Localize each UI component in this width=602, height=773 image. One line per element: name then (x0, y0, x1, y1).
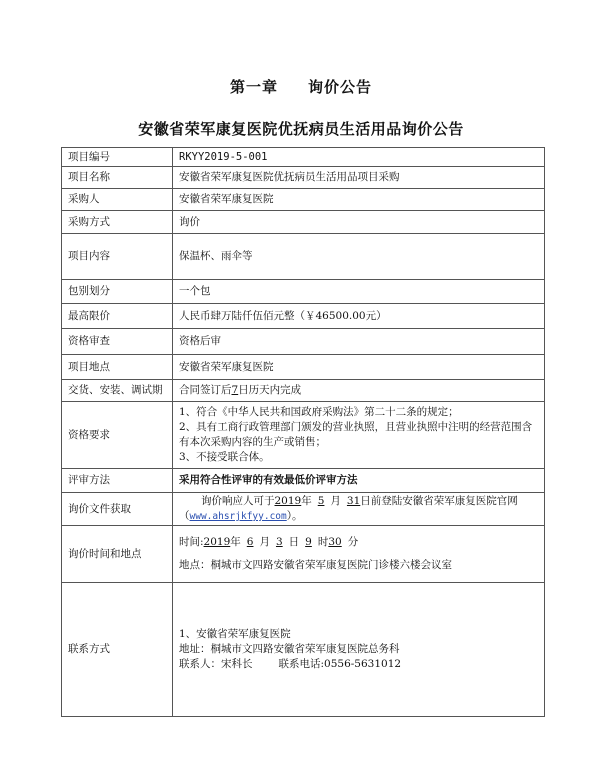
table-row (62, 189, 545, 211)
method-value: 询价 (173, 211, 545, 234)
table-row (62, 211, 545, 234)
table-row (62, 234, 545, 280)
paren: （ (179, 510, 190, 522)
table-row (62, 148, 545, 167)
contact-org: 1、安徽省荣军康复医院 (179, 628, 291, 640)
contact-person: 联系人：宋科长 (179, 658, 253, 670)
row-label: 采购人 (62, 189, 173, 211)
delivery-prefix: 合同签订后 (179, 384, 232, 396)
row-label: 资格要求 (62, 402, 173, 469)
row-label: 评审方法 (62, 469, 173, 493)
time-label: 时间: (179, 536, 204, 548)
documents-day: 31 (346, 495, 361, 507)
evaluation-value: 采用符合性评审的有效最低价评审方法 (173, 469, 545, 493)
table-row (62, 493, 545, 526)
row-label: 采购方式 (62, 211, 173, 234)
month-unit: 月 (330, 495, 341, 507)
content-value: 保温杯、雨伞等 (173, 234, 545, 280)
year-unit: 年 (230, 536, 241, 548)
requirement-item: 3、不接受联合体。 (179, 451, 270, 463)
requirements-value (173, 402, 545, 469)
qualification-review-value: 资格后审 (173, 329, 545, 355)
table-row (62, 526, 545, 583)
announcement-table (61, 147, 545, 717)
contact-phone: 联系电话:0556-5631012 (278, 658, 402, 670)
table-row (62, 355, 545, 380)
minute-unit: 分 (347, 536, 359, 548)
table-row (62, 402, 545, 469)
chapter-heading (0, 76, 602, 97)
table-row (62, 329, 545, 355)
documents-line (179, 494, 538, 509)
row-label: 项目名称 (62, 167, 173, 189)
table-row (62, 280, 545, 304)
project-name-value: 安徽省荣军康复医院优抚病员生活用品项目采购 (173, 167, 545, 189)
documents-text: 日前登陆安徽省荣军康复医院官网 (360, 495, 518, 507)
documents-month: 5 (317, 495, 325, 507)
project-number-value: RKYY2019-5-001 (173, 148, 545, 167)
table-row (62, 583, 545, 717)
row-label: 项目内容 (62, 234, 173, 280)
row-label: 联系方式 (62, 583, 173, 717)
table-row (62, 304, 545, 329)
row-label: 资格审查 (62, 329, 173, 355)
website-link[interactable]: www.ahsrjkfyy.com (189, 511, 287, 522)
contact-value (173, 583, 545, 717)
row-label: 最高限价 (62, 304, 173, 329)
row-label: 包别划分 (62, 280, 173, 304)
delivery-days: 7 (231, 384, 239, 396)
website-line (179, 509, 538, 524)
contact-address: 地址：桐城市文四路安徽省荣军康复医院总务科 (179, 643, 400, 655)
page-title: 安徽省荣军康复医院优抚病员生活用品询价公告 (138, 120, 464, 138)
purchaser-value: 安徽省荣军康复医院 (173, 189, 545, 211)
table-row (62, 380, 545, 402)
documents-text: 询价响应人可于 (201, 495, 275, 507)
row-label: 询价文件获取 (62, 493, 173, 526)
time-year: 2019 (203, 536, 231, 548)
time-minute: 30 (328, 536, 342, 548)
time-day: 3 (275, 536, 283, 548)
paren: ）。 (286, 510, 303, 522)
row-label: 项目编号 (62, 148, 173, 167)
documents-year: 2019 (274, 495, 302, 507)
month-unit: 月 (259, 536, 270, 548)
delivery-value (173, 380, 545, 402)
year-unit: 年 (301, 495, 312, 507)
day-unit: 日 (288, 536, 300, 548)
max-price-value: 人民币肆万陆仟伍佰元整（￥46500.00元） (173, 304, 545, 329)
time-line (179, 535, 538, 550)
contact-line (179, 657, 538, 672)
row-label: 项目地点 (62, 355, 173, 380)
hour-unit: 时 (317, 536, 329, 548)
time-place-value (173, 526, 545, 583)
chapter-name: 询价公告 (308, 78, 373, 96)
place-line: 地点：桐城市文四路安徽省荣军康复医院门诊楼六楼会议室 (179, 559, 452, 571)
delivery-suffix: 日历天内完成 (238, 384, 302, 396)
location-value: 安徽省荣军康复医院 (173, 355, 545, 380)
requirement-item: 1、符合《中华人民共和国政府采购法》第二十二条的规定； (179, 406, 459, 418)
lots-value: 一个包 (173, 280, 545, 304)
requirement-item: 2、具有工商行政管理部门颁发的营业执照，且营业执照中注明的经营范围含有本次采购内容的生产或销售； (179, 421, 533, 448)
chapter-number: 第一章 (229, 78, 278, 96)
row-label: 交货、安装、调试期 (62, 380, 173, 402)
documents-value (173, 493, 545, 526)
table-row (62, 469, 545, 493)
row-label: 询价时间和地点 (62, 526, 173, 583)
table-row (62, 167, 545, 189)
time-month: 6 (246, 536, 254, 548)
time-hour: 9 (305, 536, 312, 548)
